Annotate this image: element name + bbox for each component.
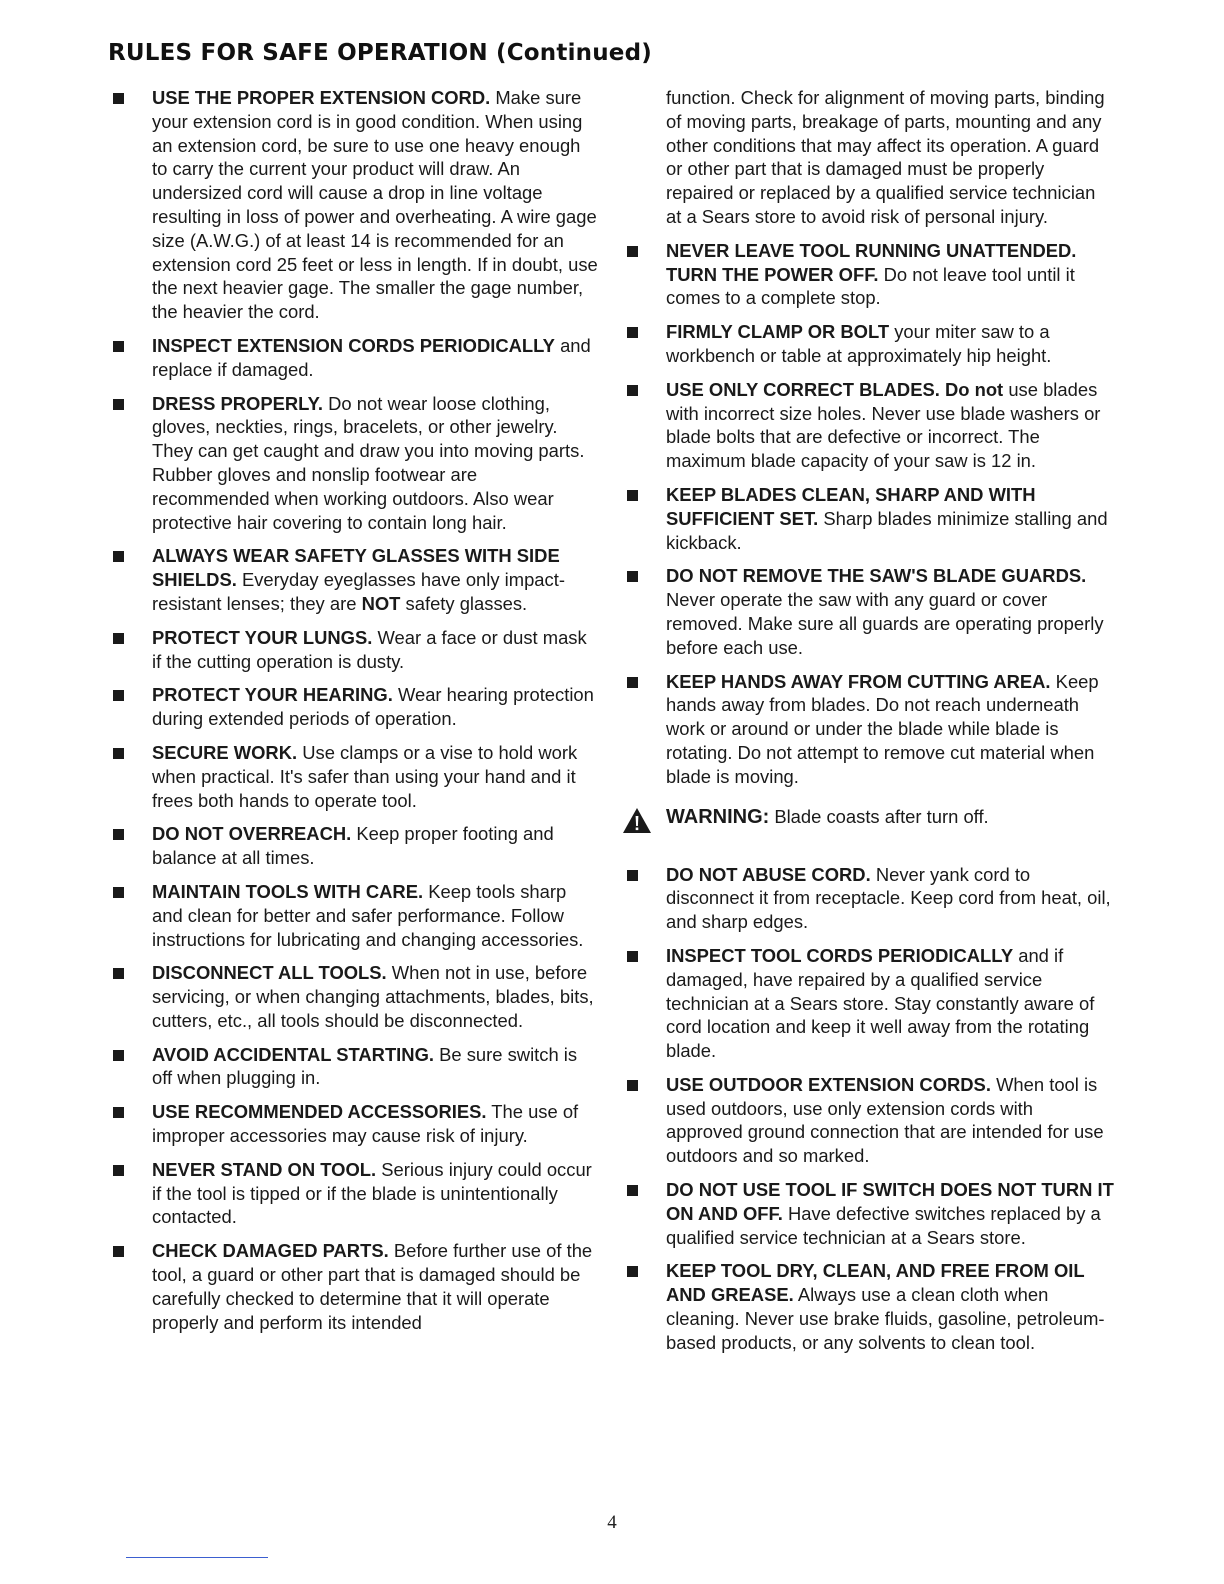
rule-heading: KEEP TOOL DRY, CLEAN, AND FREE FROM OIL AND GREASE. (666, 1260, 1085, 1306)
rule-body: Always use a clean cloth when cleaning. Never use brake fluids, gasoline, petroleum-based products, or any solvents to clean tool. (666, 1284, 1105, 1353)
rule-body: Never yank cord to disconnect it from receptacle. Keep cord from heat, oil, and sharp edges. (666, 863, 1111, 933)
rule-body: Be sure switch is off when plugging in. (152, 1043, 578, 1089)
rule-emphasis: NOT (361, 592, 401, 614)
rule-heading: INSPECT TOOL CORDS PERIODICALLY (666, 944, 1014, 966)
rule-heading: NEVER LEAVE TOOL RUNNING UNATTENDED. TURN THE POWER OFF. (666, 239, 1077, 285)
rule-item (624, 239, 1114, 310)
rule-heading: USE OUTDOOR EXTENSION CORDS. (666, 1073, 991, 1095)
rule-item (624, 944, 1114, 1063)
rule-body: and if damaged, have repaired by a qualified service technician at a Sears store. Stay constantly aware of cord location and keep it well away from the rotating blade. (666, 944, 1095, 1062)
bullet-square-icon (627, 870, 638, 881)
rule-heading: USE ONLY CORRECT BLADES. Do not (666, 378, 1004, 400)
rule-item (624, 564, 1114, 659)
rule-body: Sharp blades minimize stalling and kickback. (666, 507, 1108, 553)
footer-rule (126, 1557, 268, 1558)
warning-text: Blade coasts after turn off. (774, 805, 989, 827)
bullet-square-icon (113, 341, 124, 352)
rule-item (110, 961, 598, 1032)
rule-heading: DO NOT ABUSE CORD. (666, 863, 871, 885)
rule-item (110, 392, 598, 535)
bullet-square-icon (113, 1246, 124, 1257)
rule-body: Keep tools sharp and clean for better and safer performance. Follow instructions for lubricating and changing accessories. (152, 880, 584, 950)
rule-item (110, 1158, 598, 1229)
bullet-square-icon (113, 1165, 124, 1176)
rule-heading: FIRMLY CLAMP OR BOLT (666, 321, 890, 343)
rule-heading: DO NOT REMOVE THE SAW'S BLADE GUARDS. (666, 565, 1087, 587)
rule-item (110, 544, 598, 615)
rule-heading: DO NOT USE TOOL IF SWITCH DOES NOT TURN IT ON AND OFF. (666, 1179, 1114, 1224)
rule-heading: CHECK DAMAGED PARTS. (152, 1240, 389, 1262)
rule-body: Serious injury could occur if the tool is tipped or if the blade is unintentionally contacted. (152, 1158, 592, 1228)
rule-body: Never operate the saw with any guard or cover removed. Make sure all guards are operating properly before each use. (666, 589, 1104, 658)
rule-item (110, 741, 598, 812)
bullet-square-icon (113, 748, 124, 759)
rule-body: When tool is used outdoors, use only extension cords with approved ground connection that are intended for use outdoors and so marked. (666, 1073, 1104, 1167)
rule-heading: DRESS PROPERLY. (152, 392, 324, 414)
warning-label: WARNING: (666, 805, 770, 828)
bullet-square-icon (627, 951, 638, 962)
rule-item (624, 483, 1114, 554)
bullet-square-icon (627, 571, 638, 582)
rule-item (624, 320, 1114, 368)
rule-body: Wear a face or dust mask if the cutting operation is dusty. (152, 626, 587, 672)
rule-body: your miter saw to a workbench or table at approximately hip height. (666, 321, 1052, 366)
bullet-square-icon (627, 490, 638, 501)
rule-heading: USE THE PROPER EXTENSION CORD. (152, 87, 491, 108)
rule-item (110, 880, 598, 951)
rule-body: The use of improper accessories may cause risk of injury. (152, 1101, 579, 1147)
rule-heading: DISCONNECT ALL TOOLS. (152, 962, 387, 984)
continued-paragraph (624, 86, 1114, 229)
page-number: 4 (607, 1512, 617, 1533)
rule-item (110, 683, 598, 731)
bullet-square-icon (113, 887, 124, 898)
bullet-square-icon (627, 246, 638, 257)
page-title: RULES FOR SAFE OPERATION (Continued) (108, 40, 652, 66)
rule-body: Keep hands away from blades. Do not reach underneath work or around or under the blade while blade is rotating. Do not attempt to remove cut material when blade is moving. (666, 670, 1099, 787)
rule-heading: PROTECT YOUR HEARING. (152, 684, 393, 706)
rule-item (110, 1100, 598, 1148)
rule-body: Wear hearing protection during extended periods of operation. (152, 684, 594, 730)
rule-body: Everyday eyeglasses have only impact-resistant lenses; they are (152, 569, 565, 614)
bullet-square-icon (627, 1185, 638, 1196)
bullet-square-icon (113, 399, 124, 410)
rule-heading: KEEP BLADES CLEAN, SHARP AND WITH SUFFICIENT SET. (666, 483, 1036, 529)
bullet-square-icon (113, 633, 124, 644)
rule-body: Have defective switches replaced by a qualified service technician at a Sears store. (666, 1202, 1101, 1248)
rule-item (110, 334, 598, 382)
bullet-square-icon (627, 677, 638, 688)
rule-body: Keep proper footing and balance at all times. (152, 823, 554, 869)
warning-callout (624, 805, 1114, 829)
rule-heading: ALWAYS WEAR SAFETY GLASSES WITH SIDE SHIELDS. (152, 545, 560, 591)
bullet-square-icon (113, 1107, 124, 1118)
rule-item (110, 1043, 598, 1091)
rule-heading: INSPECT EXTENSION CORDS PERIODICALLY (152, 334, 555, 356)
bullet-square-icon (627, 1080, 638, 1091)
rule-heading: NEVER STAND ON TOOL. (152, 1158, 377, 1180)
rule-body: Do not leave tool until it comes to a complete stop. (666, 263, 1075, 309)
bullet-square-icon (113, 1050, 124, 1061)
rule-heading: MAINTAIN TOOLS WITH CARE. (152, 880, 424, 902)
rule-heading: DO NOT OVERREACH. (152, 823, 352, 845)
rule-item (624, 1259, 1114, 1354)
bullet-square-icon (627, 327, 638, 338)
rule-heading: AVOID ACCIDENTAL STARTING. (152, 1043, 434, 1065)
bullet-square-icon (113, 690, 124, 701)
continued-text: function. Check for alignment of moving parts, binding of moving parts, breakage of parts, mounting and any other conditions that may affect its operation. A guard or other part that is damaged must be properly repaired or replaced by a qualified service technician at a Sears store to avoid risk of personal injury. (666, 87, 1105, 227)
rule-heading: SECURE WORK. (152, 741, 298, 763)
right-column (624, 86, 1114, 1365)
rule-body: use blades with incorrect size holes. Never use blade washers or blade bolts that are defective or incorrect. The maximum blade capacity of your saw is 12 in. (666, 378, 1101, 472)
rule-item (624, 1073, 1114, 1168)
rule-item (110, 626, 598, 674)
rule-item (624, 1178, 1114, 1249)
warning-triangle-icon (622, 807, 652, 834)
rule-heading: PROTECT YOUR LUNGS. (152, 626, 373, 648)
rule-body: When not in use, before servicing, or when changing attachments, blades, bits, cutters, etc., all tools should be disconnected. (152, 962, 594, 1031)
rule-heading: USE RECOMMENDED ACCESSORIES. (152, 1101, 487, 1123)
rule-body: and replace if damaged. (152, 334, 591, 380)
bullet-square-icon (113, 968, 124, 979)
rule-body-tail: safety glasses. (405, 592, 528, 614)
rule-body: Use clamps or a vise to hold work when practical. It's safer than using your hand and it frees both hands to operate tool. (152, 741, 578, 811)
rule-item (110, 822, 598, 870)
left-column (110, 86, 598, 1344)
rule-item (624, 378, 1114, 473)
rule-heading: KEEP HANDS AWAY FROM CUTTING AREA. (666, 670, 1051, 692)
rule-item (110, 1239, 598, 1334)
bullet-square-icon (113, 829, 124, 840)
bullet-square-icon (113, 93, 124, 104)
rule-body: Do not wear loose clothing, gloves, neckties, rings, bracelets, or other jewelry. They can get caught and draw you into moving parts. Rubber gloves and nonslip footwear are recommended when working outdoors. Also wear protective hair covering to contain long hair. (152, 392, 585, 533)
bullet-square-icon (627, 385, 638, 396)
rule-body: Before further use of the tool, a guard or other part that is damaged should be carefully checked to determine that it will operate properly and perform its intended (152, 1240, 593, 1333)
rule-body: Make sure your extension cord is in good condition. When using an extension cord, be sure to use one heavy enough to carry the current your product will draw. An undersized cord will cause a drop in line voltage resulting in loss of power and overheating. A wire gage size (A.W.G.) of at least 14 is recommended for an extension cord 25 feet or less in length. If in doubt, use the next heavier gage. The smaller the gage number, the heavier the cord. (152, 87, 598, 323)
rule-item (110, 86, 598, 324)
rule-item (624, 863, 1114, 934)
rule-item (624, 670, 1114, 789)
bullet-square-icon (627, 1266, 638, 1277)
bullet-square-icon (113, 551, 124, 562)
